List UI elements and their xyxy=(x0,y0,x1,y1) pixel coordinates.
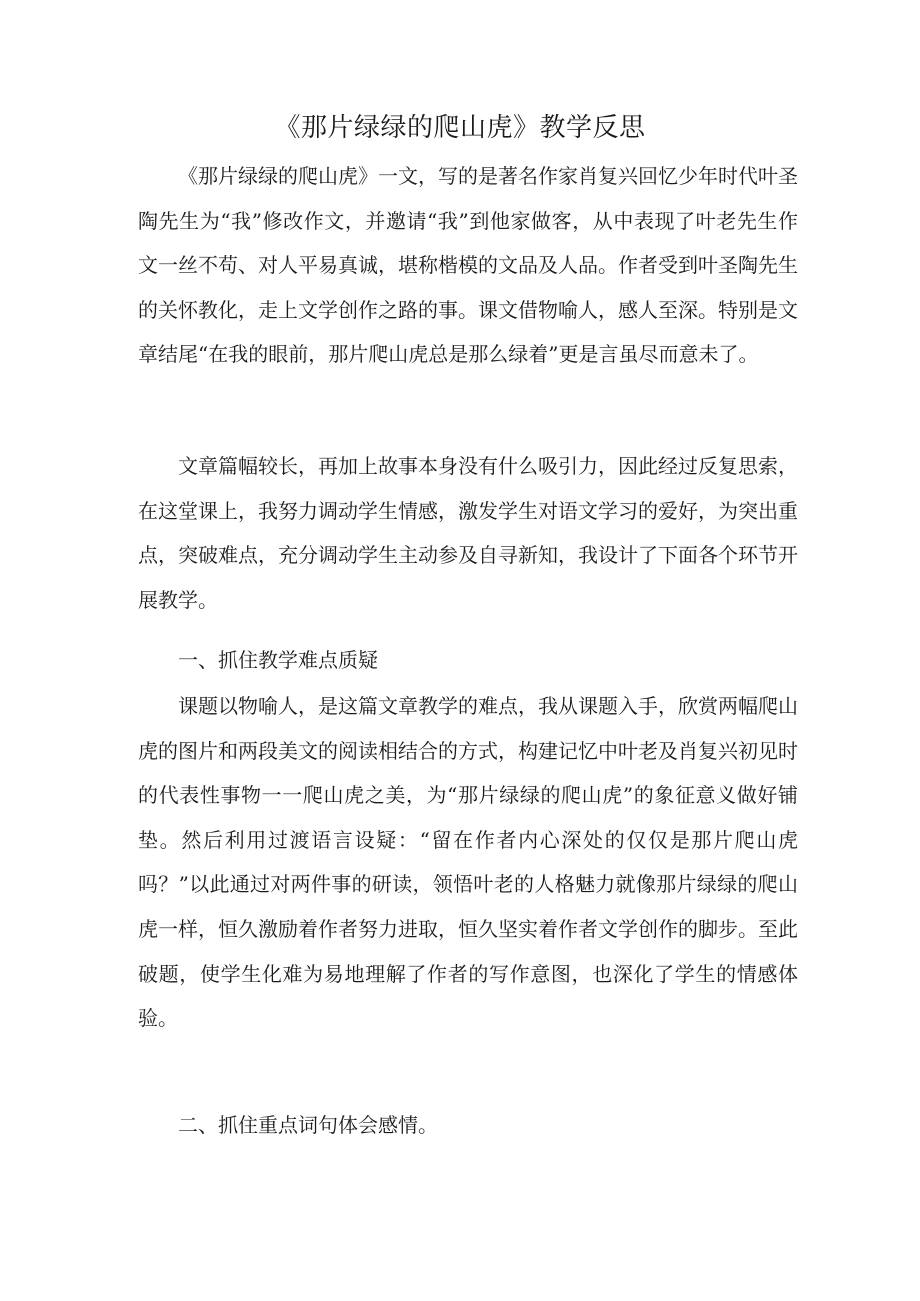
section-heading-2: 二、抓住重点词句体会感情。 xyxy=(178,1113,438,1137)
paragraph-section-1 xyxy=(138,684,798,1041)
paragraph-text: 文章篇幅较长，再加上故事本身没有什么吸引力，因此经过反复思索，在这堂课上，我努力调动学生情感，激发学生对语文学习的爱好，为突出重点，突破难点，充分调动学生主动参及自寻新知，我设计了下面各个环节开展教学。 xyxy=(138,454,798,612)
paragraph-text: 课题以物喻人，是这篇文章教学的难点，我从课题入手，欣赏两幅爬山虎的图片和两段美文的阅读相结合的方式，构建记忆中叶老及肖复兴初见时的代表性事物一一爬山虎之美，为“那片绿绿的爬山虎”的象征意义做好铺垫。然后利用过渡语言设疑：“留在作者内心深处的仅仅是那片爬山虎吗？”以此通过对两件事的研读，领悟叶老的人格魅力就像那片绿绿的爬山虎一样，恒久激励着作者努力进取，恒久坚实着作者文学创作的脚步。至此破题，使学生化难为易地理解了作者的写作意图，也深化了学生的情感体验。 xyxy=(138,694,798,1031)
section-heading-1: 一、抓住教学难点质疑 xyxy=(178,648,378,672)
paragraph-text: 《那片绿绿的爬山虎》一文，写的是著名作家肖复兴回忆少年时代叶圣陶先生为“我”修改作文，并邀请“我”到他家做客，从中表现了叶老先生作文一丝不苟、对人平易真诚，堪称楷模的文品及人品。作者受到叶圣陶先生的关怀教化，走上文学创作之路的事。课文借物喻人，感人至深。特别是文章结尾“在我的眼前，那片爬山虎总是那么绿着”更是言虽尽而意未了。 xyxy=(138,164,798,367)
paragraph-intro xyxy=(138,154,798,377)
document-title: 《那片绿绿的爬山虎》教学反思 xyxy=(274,113,646,143)
paragraph-approach xyxy=(138,444,798,622)
